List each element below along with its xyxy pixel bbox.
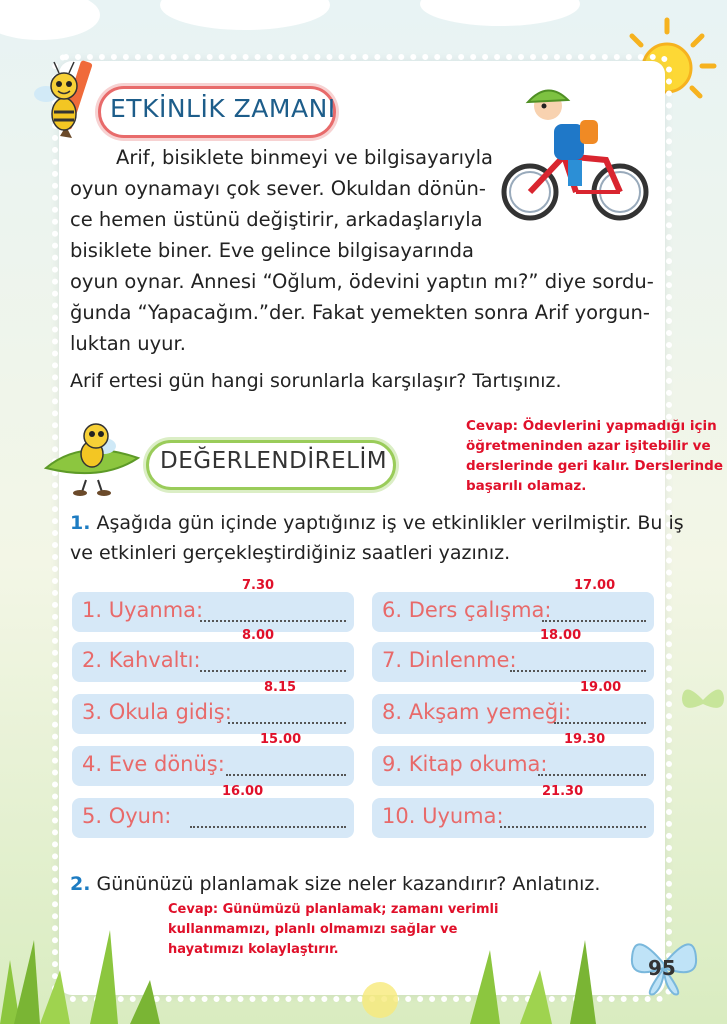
answer-line: Cevap: Günümüzü planlamak; zamanı verimli xyxy=(168,902,499,917)
activity-answer xyxy=(466,416,723,496)
schedule-label: 6. Ders çalışma: xyxy=(382,598,552,622)
schedule-label: 7. Dinlenme: xyxy=(382,648,517,672)
answer-blank[interactable] xyxy=(200,620,346,622)
answer-blank[interactable] xyxy=(538,774,646,776)
schedule-item xyxy=(72,732,354,786)
bee-leaf-icon xyxy=(42,418,142,498)
answer-line: hayatımızı kolaylaştırır. xyxy=(168,942,339,957)
schedule-label: 3. Okula gidiş: xyxy=(82,700,232,724)
activity-question: Arif ertesi gün hangi sorunlarla karşılaşır? Tartışınız. xyxy=(70,370,562,392)
answer-blank[interactable] xyxy=(542,620,646,622)
question-number: 1. xyxy=(70,512,91,534)
schedule-answer: 7.30 xyxy=(242,578,275,593)
schedule-answer: 15.00 xyxy=(260,732,302,747)
schedule-item xyxy=(372,628,654,682)
schedule-label: 8. Akşam yemeği: xyxy=(382,700,572,724)
activity-title: ETKİNLİK ZAMANI xyxy=(110,94,336,123)
answer-blank[interactable] xyxy=(200,670,346,672)
schedule-answer: 8.00 xyxy=(242,628,275,643)
schedule-answer: 21.30 xyxy=(542,784,584,799)
answer-blank[interactable] xyxy=(510,670,646,672)
answer-blank[interactable] xyxy=(190,826,346,828)
schedule-label: 5. Oyun: xyxy=(82,804,172,828)
schedule-item xyxy=(72,680,354,734)
schedule-answer: 16.00 xyxy=(222,784,264,799)
cloud-left xyxy=(0,0,100,40)
schedule-item xyxy=(72,628,354,682)
schedule-answer: 19.30 xyxy=(564,732,606,747)
story-line: oyun oynar. Annesi “Oğlum, ödevini yaptın mı?” diye sordu- xyxy=(70,270,654,293)
question-2 xyxy=(70,873,600,895)
answer-line: Cevap: Ödevlerini yapmadığı için xyxy=(466,418,717,434)
side-butterfly-icon xyxy=(680,680,726,720)
story-line: ğunda “Yapacağım.”der. Fakat yemekten sonra Arif yorgun- xyxy=(70,301,650,324)
schedule-label: 1. Uyanma: xyxy=(82,598,204,622)
schedule-answer: 8.15 xyxy=(264,680,297,695)
grass-decoration xyxy=(0,900,727,1024)
story-line: bisiklete biner. Eve gelince bilgisayarında xyxy=(70,239,474,262)
answer-blank[interactable] xyxy=(226,774,346,776)
cloud-top xyxy=(160,0,330,30)
story-line: Arif, bisiklete binmeyi ve bilgisayarıyla xyxy=(116,146,493,169)
question-number: 2. xyxy=(70,873,91,895)
story-line: ce hemen üstünü değiştirir, arkadaşlarıyla xyxy=(70,208,483,231)
schedule-label: 9. Kitap okuma: xyxy=(382,752,548,776)
schedule-item xyxy=(372,680,654,734)
boy-bicycle-icon xyxy=(498,80,650,225)
question-text: Gününüzü planlamak size neler kazandırır? Anlatınız. xyxy=(96,873,601,895)
answer-blank[interactable] xyxy=(228,722,346,724)
answer-blank[interactable] xyxy=(554,722,646,724)
schedule-label: 10. Uyuma: xyxy=(382,804,504,828)
evaluation-title: DEĞERLENDİRELİM xyxy=(160,448,388,474)
answer-line: derslerinde geri kalır. Derslerinde xyxy=(466,458,723,474)
schedule-item xyxy=(72,784,354,838)
schedule-answer: 17.00 xyxy=(574,578,616,593)
bee-pencil-icon xyxy=(34,56,104,156)
schedule-item xyxy=(72,578,354,632)
schedule-answer: 19.00 xyxy=(580,680,622,695)
question-1 xyxy=(70,512,684,534)
schedule-label: 4. Eve dönüş: xyxy=(82,752,225,776)
answer-line: kullanmamızı, planlı olmamızı sağlar ve xyxy=(168,922,458,937)
story-line: oyun oynamayı çok sever. Okuldan dönün- xyxy=(70,177,486,200)
answer-line: öğretmeninden azar işitebilir ve xyxy=(466,438,711,454)
schedule-item xyxy=(372,784,654,838)
schedule-answer: 18.00 xyxy=(540,628,582,643)
question-text: Aşağıda gün içinde yaptığınız iş ve etkinlikler verilmiştir. Bu iş xyxy=(96,512,684,534)
schedule-label: 2. Kahvaltı: xyxy=(82,648,201,672)
answer-blank[interactable] xyxy=(500,826,646,828)
schedule-item xyxy=(372,578,654,632)
page-number: 95 xyxy=(648,956,676,980)
cloud-top-right xyxy=(420,0,580,26)
question-1-line-2: ve etkinleri gerçekleştirdiğiniz saatleri yazınız. xyxy=(70,542,511,564)
schedule-item xyxy=(372,732,654,786)
story-line: luktan uyur. xyxy=(70,332,186,355)
answer-line: başarılı olamaz. xyxy=(466,478,587,494)
